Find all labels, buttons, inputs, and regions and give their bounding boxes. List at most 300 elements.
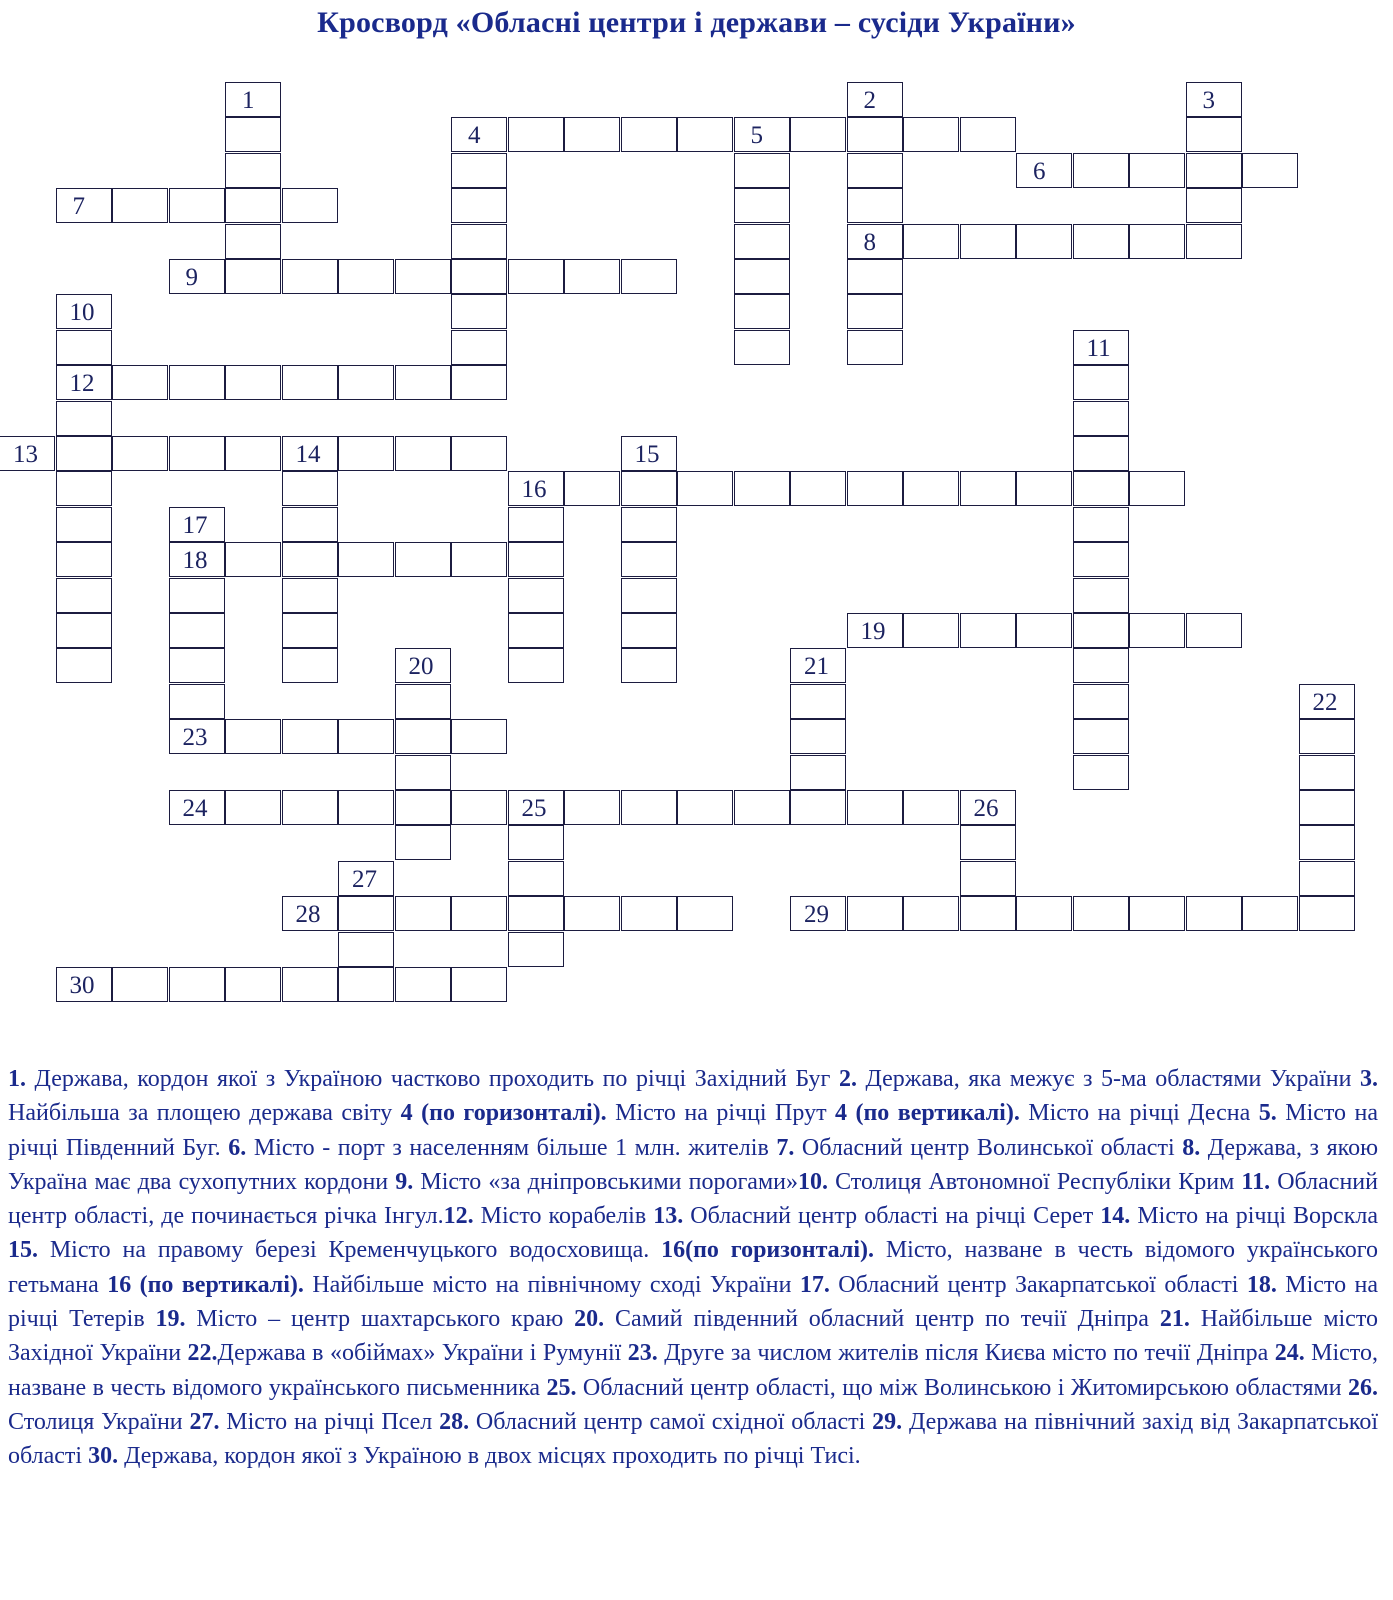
- crossword-cell[interactable]: [621, 790, 677, 825]
- crossword-cell[interactable]: [621, 259, 677, 294]
- crossword-cell[interactable]: [1073, 719, 1129, 754]
- crossword-cell[interactable]: [169, 967, 225, 1002]
- crossword-cell[interactable]: [1073, 648, 1129, 683]
- clue-number: 16 (по вертикалі).: [107, 1271, 304, 1298]
- clue-number-24: 24: [182, 795, 208, 822]
- crossword-cell[interactable]: [1129, 224, 1185, 259]
- clue-number-30: 30: [69, 972, 95, 999]
- clue-text: Найбільше місто Західної України: [8, 1306, 1378, 1367]
- crossword-cell[interactable]: [1242, 896, 1298, 931]
- crossword-cell[interactable]: [1129, 613, 1185, 648]
- crossword-cell[interactable]: [56, 613, 112, 648]
- crossword-cell[interactable]: [338, 896, 394, 931]
- crossword-cell[interactable]: [225, 790, 281, 825]
- crossword-cell[interactable]: [282, 790, 338, 825]
- clue-number: 28.: [439, 1408, 470, 1435]
- crossword-cell[interactable]: [960, 613, 1016, 648]
- crossword-cell[interactable]: [451, 153, 507, 188]
- clue-text: Місто - порт з населенням більше 1 млн. жителів: [246, 1134, 777, 1161]
- crossword-cell[interactable]: [451, 117, 507, 152]
- crossword-cell[interactable]: [56, 365, 112, 400]
- crossword-cell[interactable]: [790, 684, 846, 719]
- crossword-cell[interactable]: [282, 188, 338, 223]
- clue-number-11: 11: [1086, 334, 1111, 362]
- clue-text: Місто «за дніпровськими порогами»: [413, 1168, 798, 1195]
- crossword-cell[interactable]: [225, 259, 281, 294]
- crossword-cell[interactable]: [790, 790, 846, 825]
- crossword-cell[interactable]: [960, 224, 1016, 259]
- crossword-cell[interactable]: [451, 896, 507, 931]
- crossword-cell[interactable]: [112, 365, 168, 400]
- crossword-cell[interactable]: [621, 507, 677, 542]
- clue-text: Місто на річці Прут: [606, 1100, 836, 1127]
- crossword-cell[interactable]: [847, 471, 903, 506]
- crossword-cell[interactable]: [508, 932, 564, 967]
- crossword-cell[interactable]: [451, 365, 507, 400]
- crossword-cell[interactable]: [282, 259, 338, 294]
- crossword-cell[interactable]: [225, 967, 281, 1002]
- clue-number: 1.: [8, 1066, 26, 1092]
- crossword-cell[interactable]: [1016, 613, 1072, 648]
- crossword-cell[interactable]: [847, 153, 903, 188]
- crossword-cell[interactable]: [1299, 719, 1355, 754]
- clue-number-9: 9: [185, 264, 198, 291]
- crossword-cell[interactable]: [847, 790, 903, 825]
- clue-number: 7.: [776, 1134, 795, 1161]
- crossword-cell[interactable]: [338, 861, 394, 896]
- clue-number: 13.: [653, 1203, 684, 1230]
- crossword-cell[interactable]: [564, 896, 620, 931]
- clue-number-19: 19: [860, 618, 886, 645]
- crossword-cell[interactable]: [1299, 896, 1355, 931]
- crossword-cell[interactable]: [960, 790, 1016, 825]
- clue-number: 26.: [1348, 1374, 1379, 1401]
- clue-text: Місто на річці Псел: [219, 1408, 440, 1435]
- clue-number: 25.: [546, 1374, 577, 1401]
- crossword-cell[interactable]: [508, 790, 564, 825]
- crossword-cell[interactable]: [621, 117, 677, 152]
- crossword-cell[interactable]: [508, 861, 564, 896]
- crossword-cell[interactable]: [395, 542, 451, 577]
- clue-number-8: 8: [863, 228, 876, 256]
- crossword-cell[interactable]: [564, 259, 620, 294]
- crossword-cell[interactable]: [508, 825, 564, 860]
- clue-text: Держава в «обіймах» України і Румунії: [217, 1340, 628, 1367]
- crossword-cell[interactable]: [1016, 153, 1072, 188]
- crossword-cell[interactable]: [677, 790, 733, 825]
- crossword-cell[interactable]: [847, 294, 903, 329]
- crossword-cell[interactable]: [790, 648, 846, 683]
- crossword-cell[interactable]: [1299, 790, 1355, 825]
- crossword-cell[interactable]: [1129, 896, 1185, 931]
- crossword-cell[interactable]: [1073, 401, 1129, 436]
- crossword-cell[interactable]: [451, 259, 507, 294]
- clue-text: Місто, назване в честь відомого українського письменника: [8, 1340, 1378, 1401]
- crossword-cell[interactable]: [621, 578, 677, 613]
- clue-number-16: 16: [521, 476, 547, 504]
- crossword-cell[interactable]: [1073, 578, 1129, 613]
- crossword-cell[interactable]: [225, 153, 281, 188]
- crossword-cell[interactable]: [1186, 613, 1242, 648]
- crossword-cell[interactable]: [169, 259, 225, 294]
- clue-number-20: 20: [408, 653, 434, 681]
- crossword-cell[interactable]: [282, 471, 338, 506]
- crossword-cell[interactable]: [1242, 153, 1298, 188]
- crossword-cell[interactable]: [338, 967, 394, 1002]
- crossword-cell[interactable]: [338, 259, 394, 294]
- crossword-cell[interactable]: [1016, 471, 1072, 506]
- crossword-cell[interactable]: [621, 542, 677, 577]
- clue-text: Обласний центр області, що між Волинською і Житомирською областями: [576, 1374, 1349, 1401]
- crossword-cell[interactable]: [734, 294, 790, 329]
- crossword-cell[interactable]: [56, 578, 112, 613]
- crossword-cell[interactable]: [564, 471, 620, 506]
- clue-number-29: 29: [804, 901, 829, 929]
- clue-number-5: 5: [750, 122, 763, 150]
- clue-number: 30.: [88, 1443, 119, 1470]
- clue-text: Місто корабелів: [473, 1203, 654, 1230]
- clue-number-21: 21: [804, 653, 829, 681]
- crossword-cell[interactable]: [169, 188, 225, 223]
- crossword-cell[interactable]: [508, 259, 564, 294]
- crossword-cell[interactable]: [734, 188, 790, 223]
- clue-number-7: 7: [72, 193, 85, 221]
- crossword-cell[interactable]: [451, 719, 507, 754]
- clue-number-12: 12: [69, 370, 95, 398]
- crossword-cell[interactable]: [282, 896, 338, 931]
- clue-text: Місто – центр шахтарського краю: [185, 1306, 575, 1333]
- crossword-cell[interactable]: [508, 471, 564, 506]
- crossword-cell[interactable]: [564, 790, 620, 825]
- crossword-cell[interactable]: [169, 719, 225, 754]
- crossword-cell[interactable]: [734, 153, 790, 188]
- crossword-cell[interactable]: [451, 542, 507, 577]
- crossword-cell[interactable]: [734, 790, 790, 825]
- crossword-cell[interactable]: [395, 648, 451, 683]
- crossword-cell[interactable]: [847, 82, 903, 117]
- crossword-cell[interactable]: [451, 188, 507, 223]
- crossword-cell[interactable]: [451, 967, 507, 1002]
- crossword-cell[interactable]: [960, 825, 1016, 860]
- clue-number-3: 3: [1202, 87, 1215, 114]
- crossword-cell[interactable]: [1073, 507, 1129, 542]
- clue-number-25: 25: [521, 795, 547, 822]
- clue-text: Місто на річці Південний Буг.: [8, 1100, 1379, 1161]
- crossword-cell[interactable]: [1073, 755, 1129, 790]
- clue-number: 4 (по вертикалі).: [835, 1100, 1020, 1127]
- crossword-cell[interactable]: [903, 896, 959, 931]
- clue-text: Держава, з якою Україна має два сухопутних кордони: [8, 1134, 1378, 1195]
- clue-number: 17.: [799, 1271, 830, 1298]
- clue-number: 6.: [228, 1134, 247, 1161]
- clue-text: Обласний центр області на річці Серет: [683, 1203, 1101, 1230]
- crossword-cell[interactable]: [338, 436, 394, 471]
- clue-number-18: 18: [182, 547, 208, 575]
- crossword-cell[interactable]: [395, 967, 451, 1002]
- crossword-cell[interactable]: [847, 330, 903, 365]
- crossword-cell[interactable]: [1299, 825, 1355, 860]
- clue-text: Столиця Автономної Республіки Крим: [827, 1168, 1242, 1195]
- crossword-cell[interactable]: [621, 436, 677, 471]
- clue-number: 23.: [627, 1340, 658, 1367]
- clue-number-2: 2: [863, 87, 876, 114]
- crossword-cell[interactable]: [847, 224, 903, 259]
- clue-number-26: 26: [973, 795, 999, 822]
- crossword-cell[interactable]: [169, 790, 225, 825]
- crossword-cell[interactable]: [282, 365, 338, 400]
- crossword-cell[interactable]: [338, 542, 394, 577]
- crossword-cell[interactable]: [56, 401, 112, 436]
- crossword-cell[interactable]: [677, 896, 733, 931]
- crossword-cell[interactable]: [1073, 330, 1129, 365]
- crossword-cell[interactable]: [903, 790, 959, 825]
- clue-number: 2.: [838, 1066, 857, 1092]
- crossword-cell[interactable]: [903, 117, 959, 152]
- crossword-cell[interactable]: [338, 719, 394, 754]
- crossword-cell[interactable]: [282, 719, 338, 754]
- crossword-cell[interactable]: [1299, 684, 1355, 719]
- clue-number: 4 (по горизонталі).: [400, 1100, 607, 1127]
- crossword-cell[interactable]: [56, 542, 112, 577]
- clue-number-14: 14: [295, 441, 321, 468]
- crossword-cell[interactable]: [395, 719, 451, 754]
- crossword-cell[interactable]: [451, 790, 507, 825]
- clue-text: Обласний центр самої східної області: [469, 1408, 873, 1435]
- crossword-cell[interactable]: [395, 365, 451, 400]
- clue-text: Найбільше місто на північному сході України: [303, 1271, 800, 1298]
- crossword-cell[interactable]: [1186, 153, 1242, 188]
- clue-number-28: 28: [295, 901, 321, 929]
- crossword-cell[interactable]: [1073, 436, 1129, 471]
- crossword-cell[interactable]: [225, 365, 281, 400]
- clue-text: Держава, кордон якої з Україною частково проходить по річці Західний Буг: [26, 1066, 839, 1092]
- clue-number-1: 1: [242, 87, 255, 114]
- crossword-cell[interactable]: [56, 967, 112, 1002]
- crossword-cell[interactable]: [903, 471, 959, 506]
- crossword-cell[interactable]: [282, 967, 338, 1002]
- crossword-cell[interactable]: [1016, 224, 1072, 259]
- crossword-cell[interactable]: [1016, 896, 1072, 931]
- clue-number: 20.: [574, 1306, 605, 1333]
- crossword-cell[interactable]: [338, 365, 394, 400]
- clue-text: Держава на північний захід від Закарпатської області: [8, 1408, 1379, 1470]
- crossword-cell[interactable]: [1073, 896, 1129, 931]
- clue-text: Місто на річці Десна: [1019, 1100, 1259, 1127]
- crossword-cell[interactable]: [734, 117, 790, 152]
- clue-number-13: 13: [13, 441, 38, 468]
- crossword-cell[interactable]: [0, 436, 55, 471]
- clue-text: Держава, кордон якої з Україною в двох місцях проходить по річці Тисі.: [118, 1443, 861, 1470]
- crossword-cell[interactable]: [508, 542, 564, 577]
- crossword-cell[interactable]: [282, 507, 338, 542]
- clue-number: 27.: [189, 1408, 220, 1435]
- clue-text: Обласний центр області, де починається річка Інгул.: [8, 1168, 1378, 1230]
- crossword-cell[interactable]: [225, 542, 281, 577]
- crossword-cell[interactable]: [56, 436, 112, 471]
- crossword-cell[interactable]: [847, 259, 903, 294]
- crossword-cell[interactable]: [1129, 471, 1185, 506]
- clue-number: 19.: [155, 1306, 186, 1333]
- crossword-cell[interactable]: [282, 648, 338, 683]
- crossword-cell[interactable]: [169, 578, 225, 613]
- crossword-cell[interactable]: [847, 613, 903, 648]
- crossword-cell[interactable]: [564, 117, 620, 152]
- clue-number-6: 6: [1033, 157, 1046, 185]
- crossword-cell[interactable]: [1073, 684, 1129, 719]
- crossword-cell[interactable]: [395, 755, 451, 790]
- clue-number: 15.: [8, 1237, 38, 1264]
- clue-number: 16(по горизонталі).: [661, 1237, 874, 1264]
- crossword-cell[interactable]: [395, 790, 451, 825]
- clue-number: 18.: [1246, 1271, 1277, 1298]
- crossword-cell[interactable]: [621, 613, 677, 648]
- crossword-cell[interactable]: [621, 896, 677, 931]
- crossword-cell[interactable]: [1073, 471, 1129, 506]
- clue-text: Місто на річці Ворскла: [1130, 1203, 1379, 1230]
- crossword-cell[interactable]: [508, 578, 564, 613]
- clue-number-15: 15: [634, 441, 660, 468]
- crossword-cell[interactable]: [169, 684, 225, 719]
- crossword-cell[interactable]: [451, 224, 507, 259]
- clue-text: Місто на правому березі Кременчуцького водосховища.: [38, 1237, 662, 1264]
- crossword-cell[interactable]: [395, 259, 451, 294]
- crossword-cell[interactable]: [451, 294, 507, 329]
- clue-number: 11.: [1241, 1168, 1271, 1195]
- crossword-cell[interactable]: [903, 613, 959, 648]
- crossword-cell[interactable]: [169, 542, 225, 577]
- crossword-cell[interactable]: [903, 224, 959, 259]
- crossword-cell[interactable]: [1299, 755, 1355, 790]
- crossword-cell[interactable]: [1186, 896, 1242, 931]
- crossword-cell[interactable]: [734, 259, 790, 294]
- crossword-cell[interactable]: [56, 507, 112, 542]
- crossword-cell[interactable]: [960, 117, 1016, 152]
- crossword-cell[interactable]: [395, 684, 451, 719]
- clue-text: Столиця України: [8, 1408, 190, 1435]
- crossword-cell[interactable]: [621, 471, 677, 506]
- clue-number: 14.: [1100, 1203, 1131, 1230]
- clue-number: 21.: [1159, 1306, 1190, 1333]
- crossword-cell[interactable]: [1073, 613, 1129, 648]
- crossword-cell[interactable]: [1186, 82, 1242, 117]
- crossword-cell[interactable]: [169, 436, 225, 471]
- crossword-cell[interactable]: [169, 648, 225, 683]
- clue-number: 3.: [1360, 1066, 1379, 1092]
- crossword-cell[interactable]: [56, 471, 112, 506]
- crossword-cell[interactable]: [225, 224, 281, 259]
- crossword-cell[interactable]: [734, 471, 790, 506]
- crossword-cell[interactable]: [282, 578, 338, 613]
- clue-text: Держава, яка межує з 5-ма областями України: [856, 1066, 1361, 1092]
- crossword-cell[interactable]: [1186, 117, 1242, 152]
- crossword-cell[interactable]: [1299, 861, 1355, 896]
- crossword-cell[interactable]: [225, 82, 281, 117]
- crossword-cell[interactable]: [960, 896, 1016, 931]
- clue-number: 9.: [395, 1168, 414, 1195]
- crossword-cell[interactable]: [395, 896, 451, 931]
- clue-number-17: 17: [182, 511, 208, 539]
- crossword-cell[interactable]: [56, 188, 112, 223]
- crossword-cell[interactable]: [282, 542, 338, 577]
- clue-number: 29.: [872, 1408, 903, 1435]
- crossword-cell[interactable]: [1073, 542, 1129, 577]
- clue-number: 22.: [187, 1340, 218, 1367]
- crossword-cell[interactable]: [1073, 153, 1129, 188]
- crossword-cell[interactable]: [790, 117, 846, 152]
- crossword-cell[interactable]: [112, 436, 168, 471]
- crossword-cell[interactable]: [790, 755, 846, 790]
- crossword-cell[interactable]: [338, 932, 394, 967]
- clue-number-27: 27: [352, 865, 377, 893]
- crossword-cell[interactable]: [169, 365, 225, 400]
- crossword-cell[interactable]: [508, 648, 564, 683]
- crossword-cell[interactable]: [790, 719, 846, 754]
- crossword-cell[interactable]: [508, 613, 564, 648]
- clues-text: [8, 1062, 1378, 1474]
- crossword-cell[interactable]: [960, 861, 1016, 896]
- crossword-cell[interactable]: [790, 896, 846, 931]
- crossword-cell[interactable]: [960, 471, 1016, 506]
- crossword-cell[interactable]: [847, 188, 903, 223]
- clue-text: Обласний центр Закарпатської області: [829, 1271, 1247, 1298]
- crossword-cell[interactable]: [847, 117, 903, 152]
- clue-text: Найбільша за площею держава світу: [8, 1100, 401, 1127]
- crossword-cell[interactable]: [847, 896, 903, 931]
- clue-text: Місто на річці Тетерів: [8, 1271, 1378, 1333]
- crossword-cell[interactable]: [451, 330, 507, 365]
- crossword-title: Кросворд «Обласні центри і держави – сусіди України»: [317, 6, 1076, 39]
- crossword-cell[interactable]: [395, 825, 451, 860]
- crossword-cell[interactable]: [338, 790, 394, 825]
- crossword-cell[interactable]: [1073, 365, 1129, 400]
- crossword-cell[interactable]: [1186, 188, 1242, 223]
- crossword-cell[interactable]: [1129, 153, 1185, 188]
- crossword-cell[interactable]: [112, 967, 168, 1002]
- crossword-cell[interactable]: [282, 613, 338, 648]
- crossword-cell[interactable]: [225, 188, 281, 223]
- crossword-cell[interactable]: [677, 117, 733, 152]
- crossword-cell[interactable]: [508, 117, 564, 152]
- clue-number-23: 23: [182, 724, 208, 752]
- crossword-cell[interactable]: [56, 330, 112, 365]
- crossword-cell[interactable]: [677, 471, 733, 506]
- clue-number-4: 4: [468, 122, 481, 150]
- clue-number: 8.: [1182, 1134, 1201, 1161]
- crossword-cell[interactable]: [282, 436, 338, 471]
- crossword-cell[interactable]: [508, 896, 564, 931]
- crossword-cell[interactable]: [112, 188, 168, 223]
- clue-number-22: 22: [1312, 688, 1338, 716]
- crossword-cell[interactable]: [169, 507, 225, 542]
- crossword-cell[interactable]: [790, 471, 846, 506]
- crossword-cell[interactable]: [225, 117, 281, 152]
- crossword-cell[interactable]: [1073, 224, 1129, 259]
- crossword-cell[interactable]: [451, 436, 507, 471]
- crossword-cell[interactable]: [1186, 224, 1242, 259]
- crossword-cell[interactable]: [734, 330, 790, 365]
- crossword-cell[interactable]: [395, 436, 451, 471]
- crossword-cell[interactable]: [621, 648, 677, 683]
- crossword-cell[interactable]: [225, 436, 281, 471]
- clue-number: 5.: [1258, 1100, 1277, 1127]
- clue-number-10: 10: [69, 299, 95, 327]
- crossword-cell[interactable]: [508, 507, 564, 542]
- crossword-cell[interactable]: [56, 294, 112, 329]
- crossword-cell[interactable]: [169, 613, 225, 648]
- crossword-cell[interactable]: [225, 719, 281, 754]
- crossword-cell[interactable]: [56, 648, 112, 683]
- crossword-cell[interactable]: [734, 224, 790, 259]
